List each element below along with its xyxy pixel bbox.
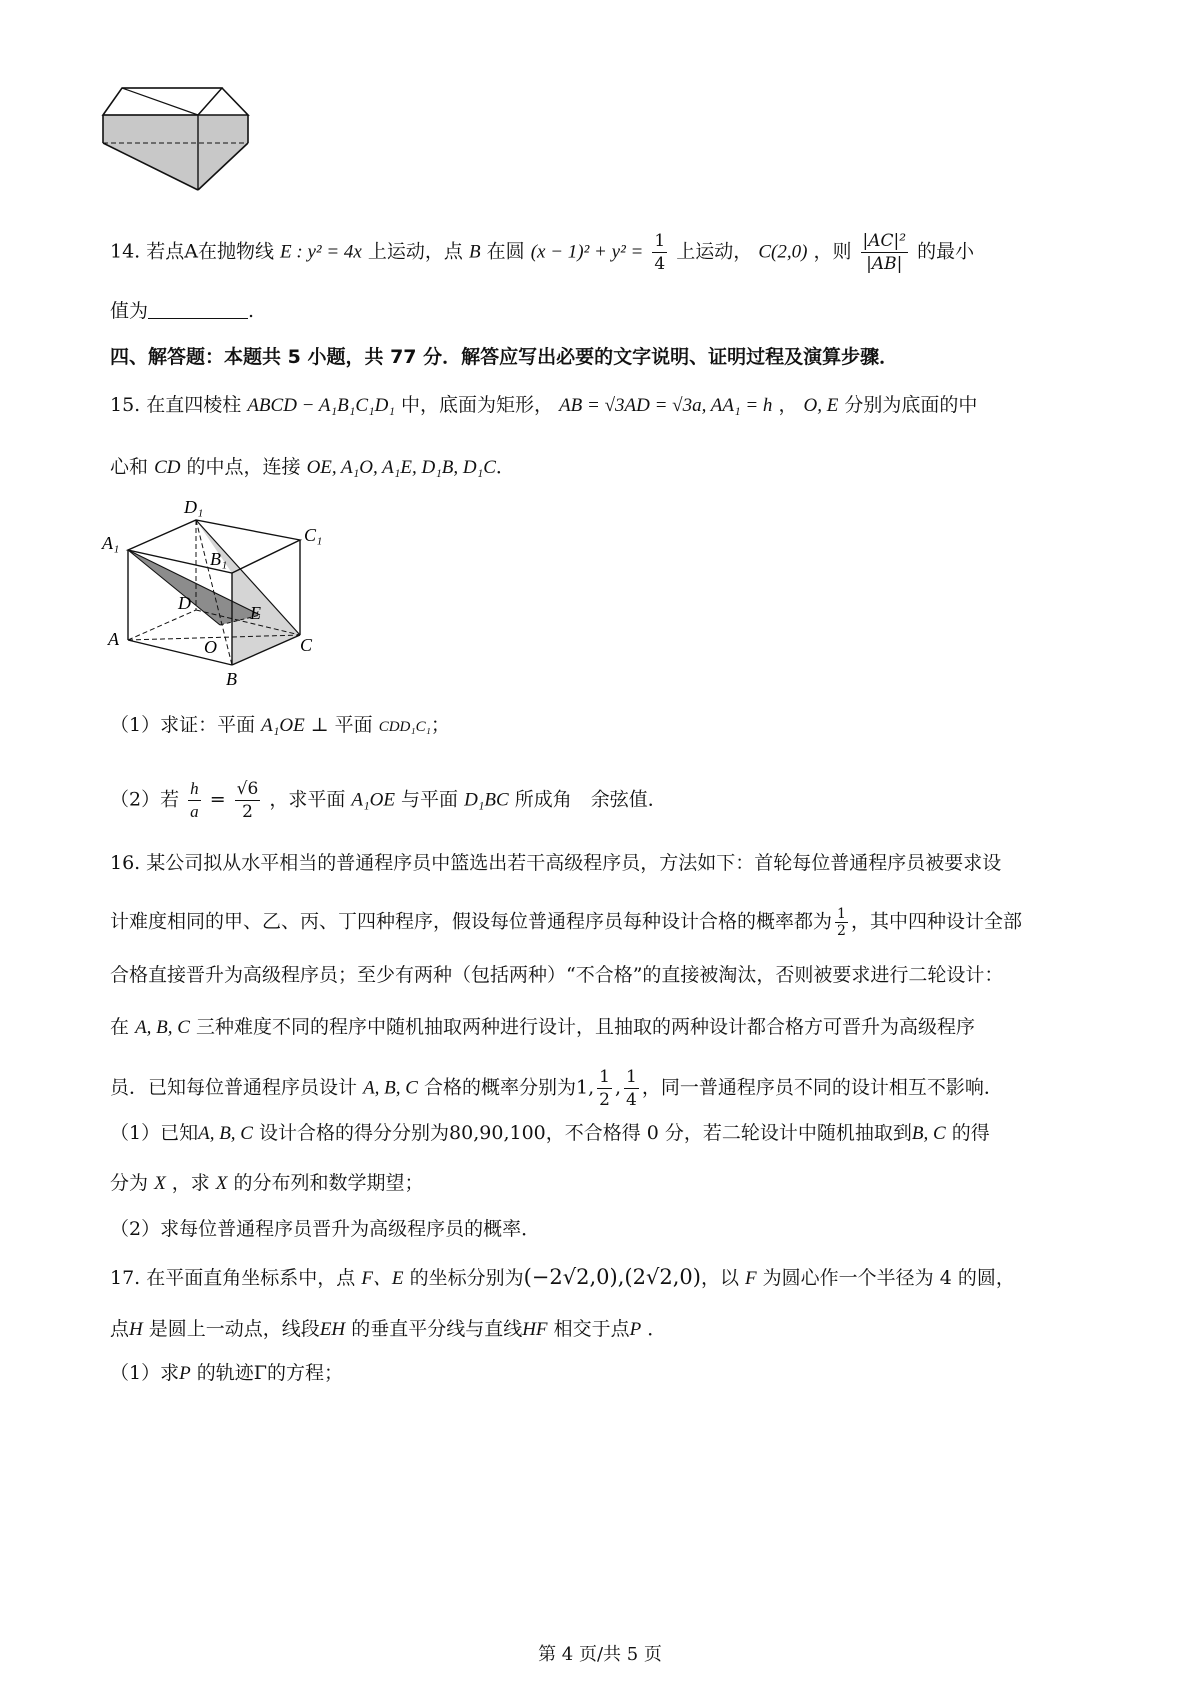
q15-part2-a: （2）若 [110, 788, 180, 811]
h-over-a-fraction [188, 778, 201, 823]
q17-line2-a: 点 [110, 1318, 130, 1340]
q16-part2: （2）求每位普通程序员晋升为高级程序员的概率． [110, 1218, 541, 1240]
q14-text-c: 在圆 [486, 240, 525, 263]
q16-line1-text: 某公司拟从水平相当的普通程序员中篮选出若干高级程序员，方法如下：首轮每位普通程序员被要求设 [146, 852, 1002, 874]
fraction-num: 1 [599, 1067, 610, 1087]
q17-gamma: Γ [253, 1362, 267, 1384]
q15-line1 [110, 390, 1100, 421]
q14-text-a: 若点A在抛物线 [146, 240, 274, 263]
q17-text-b: 的坐标分别为 [409, 1267, 524, 1289]
q16-part1-line2-c: 的分布列和数学期望； [233, 1172, 424, 1194]
fraction-den: a [190, 802, 199, 821]
q17-text-d: 为圆心作一个半径为 4 的圆， [762, 1267, 1015, 1289]
q17-line2-d: 相交于点 [553, 1318, 630, 1340]
q14-line2-text: 值为 [110, 300, 149, 322]
q14-line1 [110, 230, 1100, 275]
half-fraction [835, 906, 848, 939]
prob-quarter-fraction [624, 1066, 639, 1111]
q16-line2 [110, 906, 1100, 939]
q14-line2-end: . [248, 300, 255, 322]
q14-parabola: E : y² = 4x [280, 241, 362, 263]
q17-line2-end: ． [647, 1318, 667, 1340]
fraction-num: 1 [837, 906, 846, 922]
q17-p: P [629, 1319, 642, 1340]
page-footer: 第 4 页/共 5 页 [538, 1644, 662, 1665]
q16-line1 [110, 848, 1100, 878]
answer-blank[interactable] [148, 298, 248, 319]
q16-part1-line2-b: ，求 [171, 1172, 210, 1194]
q17-fe: F、E [361, 1268, 404, 1289]
q17-part1-a: （1）求 [110, 1362, 180, 1384]
q16-scores: 80,90,100 [449, 1122, 546, 1144]
q15-part2-c: 与平面 [401, 788, 459, 811]
q17-part1 [110, 1358, 1100, 1389]
frustum-figure [100, 85, 260, 195]
question-number: 14. [110, 240, 141, 263]
q15-part2-plane1: A₁OE [351, 789, 395, 811]
label-c1: C₁ [304, 525, 323, 545]
question-number: 17. [110, 1267, 141, 1289]
fraction-den: 2 [837, 923, 846, 939]
fraction-num: 1 [626, 1067, 637, 1087]
equals-sign: = [209, 788, 226, 811]
label-b1: B₁ [210, 549, 228, 569]
q16-line4-b: 三种难度不同的程序中随机抽取两种进行设计，且抽取的两种设计都合格方可晋升为高级程序 [196, 1016, 976, 1038]
prob-comma: , [614, 1076, 622, 1099]
q17-text-a: 在平面直角坐标系中，点 [146, 1267, 356, 1289]
q16-line2-a: 计难度相同的甲、乙、丙、丁四种程序，假设每位普通程序员每种设计合格的概率都为 [110, 910, 833, 933]
variable-x: X [215, 1173, 228, 1194]
sqrt6-over-2-fraction [235, 778, 261, 823]
q14-text-f: 的最小 [917, 240, 975, 263]
q16-part1-b: 设计合格的得分分别为 [259, 1122, 450, 1144]
q15-text-d: 分别为底面的中 [844, 394, 978, 416]
q16-line2-b: ，其中四种设计全部 [850, 910, 1022, 933]
fraction-den: 4 [626, 1090, 637, 1110]
label-d: D [178, 593, 191, 613]
label-o: O [204, 637, 217, 657]
q16-part1-line2-a: 分为 [110, 1172, 149, 1194]
label-a1: A₁ [102, 533, 120, 553]
q16-line5-abc: A, B, C [363, 1077, 418, 1099]
q16-line5-a: 员．已知每位普通程序员设计 [110, 1076, 358, 1099]
label-b: B [226, 669, 237, 689]
q17-h: H [129, 1319, 143, 1340]
q17-part1-p: P [179, 1363, 191, 1384]
q17-line2 [110, 1314, 1100, 1345]
q17-line2-c: 的垂直平分线与直线 [351, 1318, 523, 1340]
prob-one: 1, [576, 1076, 595, 1099]
q15-text-c: ， [778, 394, 798, 416]
fraction-num: |AC|² [862, 231, 907, 251]
q16-part1 [110, 1118, 1100, 1149]
q16-part1-line2 [110, 1168, 1100, 1199]
q16-part1-bc: B, C [911, 1123, 946, 1144]
q14-line2 [110, 296, 1100, 326]
fraction-den: 2 [235, 800, 261, 823]
q16-line4 [110, 1012, 1100, 1043]
q15-oe: O, E [803, 395, 839, 416]
variable-x: X [154, 1173, 166, 1194]
fraction-num: √6 [236, 779, 259, 799]
q16-line5-c: ，同一普通程序员不同的设计相互不影响． [641, 1076, 1003, 1099]
label-e: E [250, 603, 261, 623]
fraction-num: 1 [654, 231, 666, 251]
q17-coords: (−2√2,0),(2√2,0) [523, 1265, 701, 1289]
q14-ratio-fraction [861, 230, 909, 275]
q15-part1-b: ⊥ 平面 [310, 714, 373, 736]
q16-abc: A, B, C [135, 1017, 190, 1038]
q15-text-a: 在直四棱柱 [146, 394, 242, 416]
top-inner [122, 88, 222, 115]
q15-part1 [110, 710, 1100, 742]
q15-part2-plane2: D₁BC [464, 789, 509, 811]
q17-hf: HF [522, 1319, 548, 1340]
q15-part1-a: （1）求证：平面 [110, 714, 256, 736]
q17-part1-c: 的方程； [266, 1362, 343, 1384]
q16-line4-a: 在 [110, 1016, 130, 1038]
q15-condition: AB = √3AD = √3a, AA₁ = h [559, 395, 773, 416]
label-d1: D₁ [184, 497, 204, 517]
q17-line1 [110, 1262, 1100, 1294]
q15-line2 [110, 452, 1100, 483]
q15-prism: ABCD − A₁B₁C₁D₁ [247, 395, 395, 416]
fraction-num: h [190, 779, 199, 798]
q16-part1-d: 的得 [951, 1122, 990, 1144]
q14-text-d: 上运动， [676, 240, 753, 263]
q15-part1-plane1: A₁OE [261, 715, 305, 736]
q14-point-c: C(2,0) [758, 241, 808, 263]
q14-circle-lhs: (x − 1)² + y² = [530, 241, 644, 263]
question-number: 16. [110, 852, 141, 874]
q17-text-c: ，以 [700, 1267, 739, 1289]
q16-line5-b: 合格的概率分别为 [424, 1076, 577, 1099]
q14-point-b: B [468, 241, 481, 263]
q17-f: F [745, 1268, 757, 1289]
fraction-den: 2 [599, 1090, 610, 1110]
q15-part1-end: ； [430, 714, 450, 736]
q15-segments: OE, A₁O, A₁E, D₁B, D₁C [306, 457, 496, 478]
q15-part2-b: ，求平面 [269, 788, 346, 811]
q15-part2 [110, 778, 1100, 823]
prob-half-fraction [597, 1066, 612, 1111]
q16-line5 [110, 1066, 1100, 1111]
q15-text-b: 中，底面为矩形， [401, 394, 554, 416]
q16-part1-a: （1）已知 [110, 1122, 199, 1144]
question-number: 15. [110, 394, 141, 416]
section-heading: 四、解答题：本题共 5 小题，共 77 分．解答应写出必要的文字说明、证明过程及演算步骤． [110, 346, 899, 368]
q17-line2-b: 是圆上一动点，线段 [148, 1318, 320, 1340]
q16-part1-abc: A, B, C [198, 1123, 253, 1144]
q15-line2-b: 的中点，连接 [186, 456, 301, 478]
q15-part1-plane2: CDD₁C₁ [378, 719, 431, 735]
q16-line3: 合格直接晋升为高级程序员；至少有两种（包括两种）“不合格”的直接被淘汰，否则被要求进行二轮设计： [110, 964, 1004, 986]
fraction-den: |AB| [861, 252, 909, 275]
fraction-den: 4 [654, 254, 666, 274]
q14-quarter-fraction [652, 230, 667, 275]
q16-part1-c: ，不合格得 0 分，若二轮设计中随机抽取到 [545, 1122, 912, 1144]
prism-figure [100, 495, 340, 695]
q17-eh: EH [319, 1319, 346, 1340]
q14-text-b: 上运动，点 [367, 240, 463, 263]
q15-line2-a: 心和 [110, 456, 149, 478]
q15-part2-d: 所成角 余弦值． [514, 788, 667, 811]
q15-line2-end: ． [495, 456, 515, 478]
top-face [103, 88, 248, 115]
q17-part1-b: 的轨迹 [196, 1362, 254, 1384]
label-a: A [108, 629, 119, 649]
label-c: C [300, 635, 313, 655]
q14-text-e: ，则 [813, 240, 852, 263]
q15-cd: CD [154, 457, 181, 478]
